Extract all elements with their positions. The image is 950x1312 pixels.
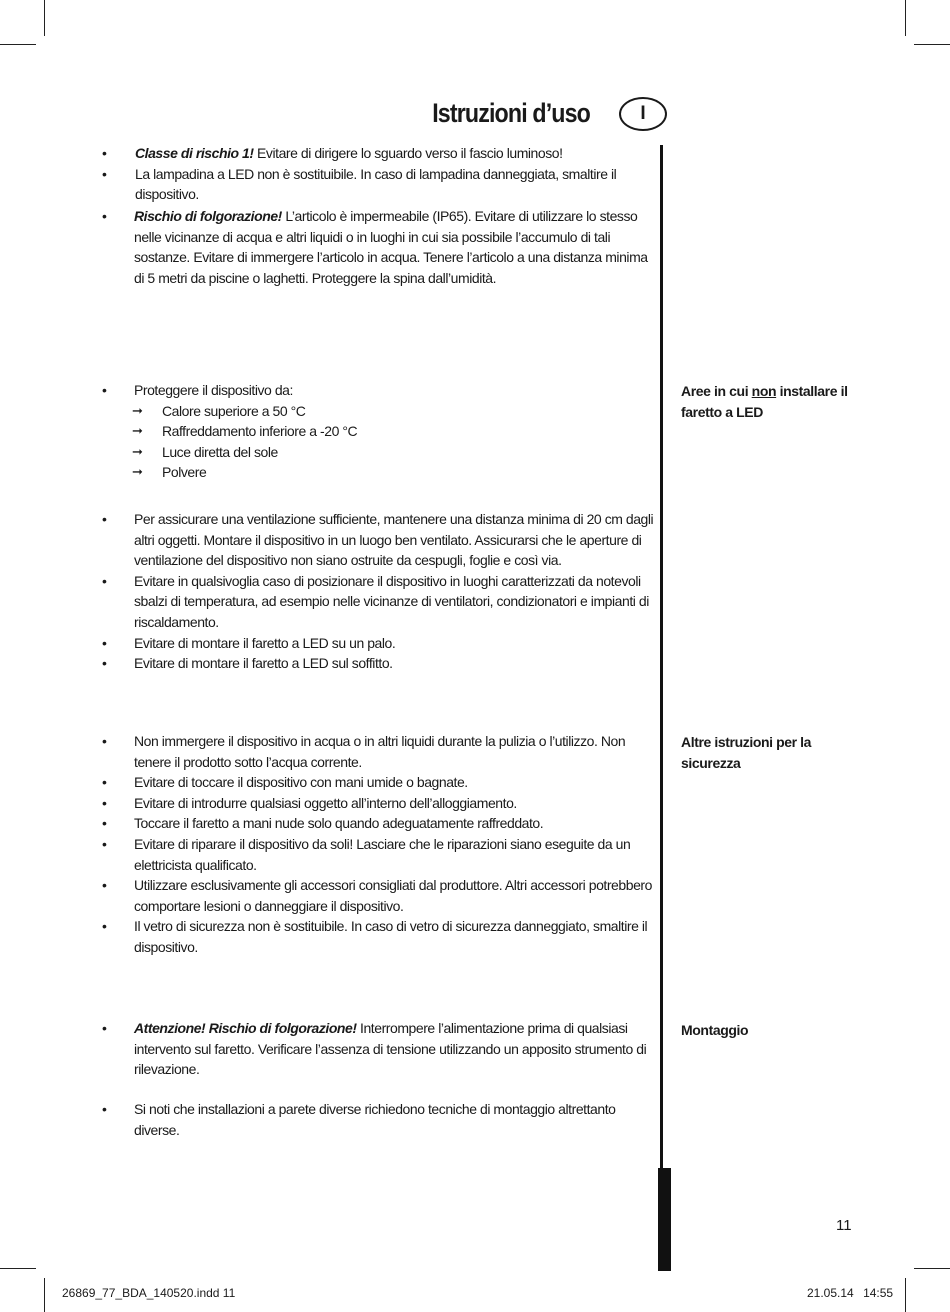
bullet-icon: • — [102, 655, 107, 672]
page-number: 11 — [836, 1217, 852, 1234]
safety-block — [100, 731, 655, 958]
bullet-icon: • — [102, 511, 107, 527]
list-item: • Classe di rischio 1! Evitare di dirigere lo sguardo verso il fascio luminoso! — [100, 143, 655, 164]
language-badge: I — [619, 97, 667, 131]
footer-filename: 26869_77_BDA_140520.indd 11 — [62, 1286, 236, 1300]
list-item: • Evitare di toccare il dispositivo con mani umide o bagnate. — [100, 772, 655, 793]
column-divider — [660, 145, 663, 1270]
list-item: • Evitare di introdurre qualsiasi oggetto all’interno dell’alloggiamento. — [100, 793, 655, 814]
list-item: • Evitare in qualsivoglia caso di posizionare il dispositivo in luoghi caratterizzati da notevoli sbalzi di temperatura, ad esempio nelle vicinanze di ventilatori, condizionatori e impianti di riscaldamento. — [102, 572, 649, 630]
bullet-icon: • — [102, 572, 107, 589]
bullet-icon: • — [102, 877, 107, 894]
crop-mark — [0, 1268, 36, 1269]
list-item: • Evitare di montare il faretto a LED su un palo. — [100, 633, 655, 654]
list-item: • Proteggere il dispositivo da: — [100, 380, 655, 401]
bullet-icon: • — [102, 774, 107, 791]
sub-item: ➞ Luce diretta del sole — [100, 442, 655, 463]
list-item: • Attenzione! Rischio di folgorazione! Interrompere l’alimentazione prima di qualsiasi intervento sul faretto. Verificare l’assenza di tensione utilizzando un apposito strumento di rilevazione. — [102, 1020, 647, 1078]
ventilation-block — [100, 509, 655, 674]
list-item: • Non immergere il dispositivo in acqua o in altri liquidi durante la pulizia o l’utilizzo. Non tenere il prodotto sotto l’acqua corrente. — [102, 733, 626, 770]
list-item: • Toccare il faretto a mani nude solo quando adeguatamente raffreddato. — [100, 813, 655, 834]
crop-mark — [914, 44, 950, 45]
list-item: • La lampadina a LED non è sostituibile. In caso di lampadina danneggiata, smaltire il dispositivo. — [102, 165, 617, 203]
arrow-icon: ➞ — [132, 423, 143, 439]
bullet-icon: • — [102, 165, 107, 182]
bullet-icon: • — [102, 382, 107, 398]
bullet-icon: • — [102, 208, 107, 224]
bullet-icon: • — [102, 918, 107, 935]
sidebar-heading-aree: Aree in cui non installare il faretto a LED — [681, 383, 848, 420]
sidebar-heading-altre: Altre istruzioni per la sicurezza — [681, 734, 812, 771]
thumb-tab-marker — [658, 1168, 671, 1271]
list-item: • Il vetro di sicurezza non è sostituibile. In caso di vetro di sicurezza danneggiato, smaltire il dispositivo. — [102, 918, 648, 955]
crop-mark — [914, 1268, 950, 1269]
risk-class-block — [100, 143, 655, 205]
bullet-icon: • — [102, 794, 107, 811]
list-item: • Per assicurare una ventilazione sufficiente, mantenere una distanza minima di 20 cm dagli altri oggetti. Montare il dispositivo in un luogo ben ventilato. Assicurarsi che le aperture di ventilazione del dispositivo non siano ostruite da cespugli, foglie e così via. — [102, 511, 654, 569]
crop-mark — [0, 44, 36, 45]
crop-mark — [905, 1278, 906, 1312]
arrow-icon: ➞ — [132, 402, 143, 418]
crop-mark — [44, 1278, 45, 1312]
arrow-icon: ➞ — [132, 443, 143, 459]
sub-item: ➞ Raffreddamento inferiore a -20 °C — [100, 421, 655, 442]
list-item: • Rischio di folgorazione! L’articolo è impermeabile (IP65). Evitare di utilizzare lo stesso nelle vicinanze di acqua e altri liquidi o in luoghi in cui sia possibile l’accumulo di tali sostanze. Evitare di immergere l’articolo in acqua. Tenere l’articolo a una distanza minima di 5 metri da piscine o laghetti. Proteggere la spina dall’umidità. — [102, 208, 648, 286]
crop-mark — [905, 0, 906, 36]
mounting-note-block — [100, 1099, 655, 1140]
list-item: • Si noti che installazioni a parete diverse richiedono tecniche di montaggio altrettanto diverse. — [102, 1101, 616, 1138]
arrow-icon: ➞ — [132, 464, 143, 480]
bullet-icon: • — [102, 1020, 107, 1036]
protection-block — [100, 380, 655, 483]
bullet-icon: • — [102, 634, 107, 651]
list-item: • Utilizzare esclusivamente gli accessori consigliati dal produttore. Altri accessori potrebbero comportare lesioni o danneggiare il dispositivo. — [102, 877, 652, 914]
sub-item: ➞ Polvere — [100, 462, 655, 483]
list-item: • Evitare di riparare il dispositivo da soli! Lasciare che le riparazioni siano eseguite da un elettricista qualificato. — [102, 835, 631, 873]
electrocution-block — [100, 206, 655, 288]
sub-item: ➞ Calore superiore a 50 °C — [100, 401, 655, 422]
bullet-icon: • — [102, 815, 107, 832]
mounting-block — [100, 1018, 655, 1080]
bullet-icon: • — [102, 145, 107, 161]
bullet-icon: • — [102, 835, 107, 852]
crop-mark — [44, 0, 45, 36]
sidebar-heading-montaggio: Montaggio — [681, 1022, 749, 1038]
footer-timestamp: 21.05.14 14:55 — [807, 1286, 894, 1300]
bullet-icon: • — [102, 1101, 107, 1117]
page-title: Istruzioni d’uso — [432, 98, 590, 128]
list-item: • Evitare di montare il faretto a LED sul soffitto. — [100, 653, 655, 674]
bullet-icon: • — [102, 733, 107, 749]
